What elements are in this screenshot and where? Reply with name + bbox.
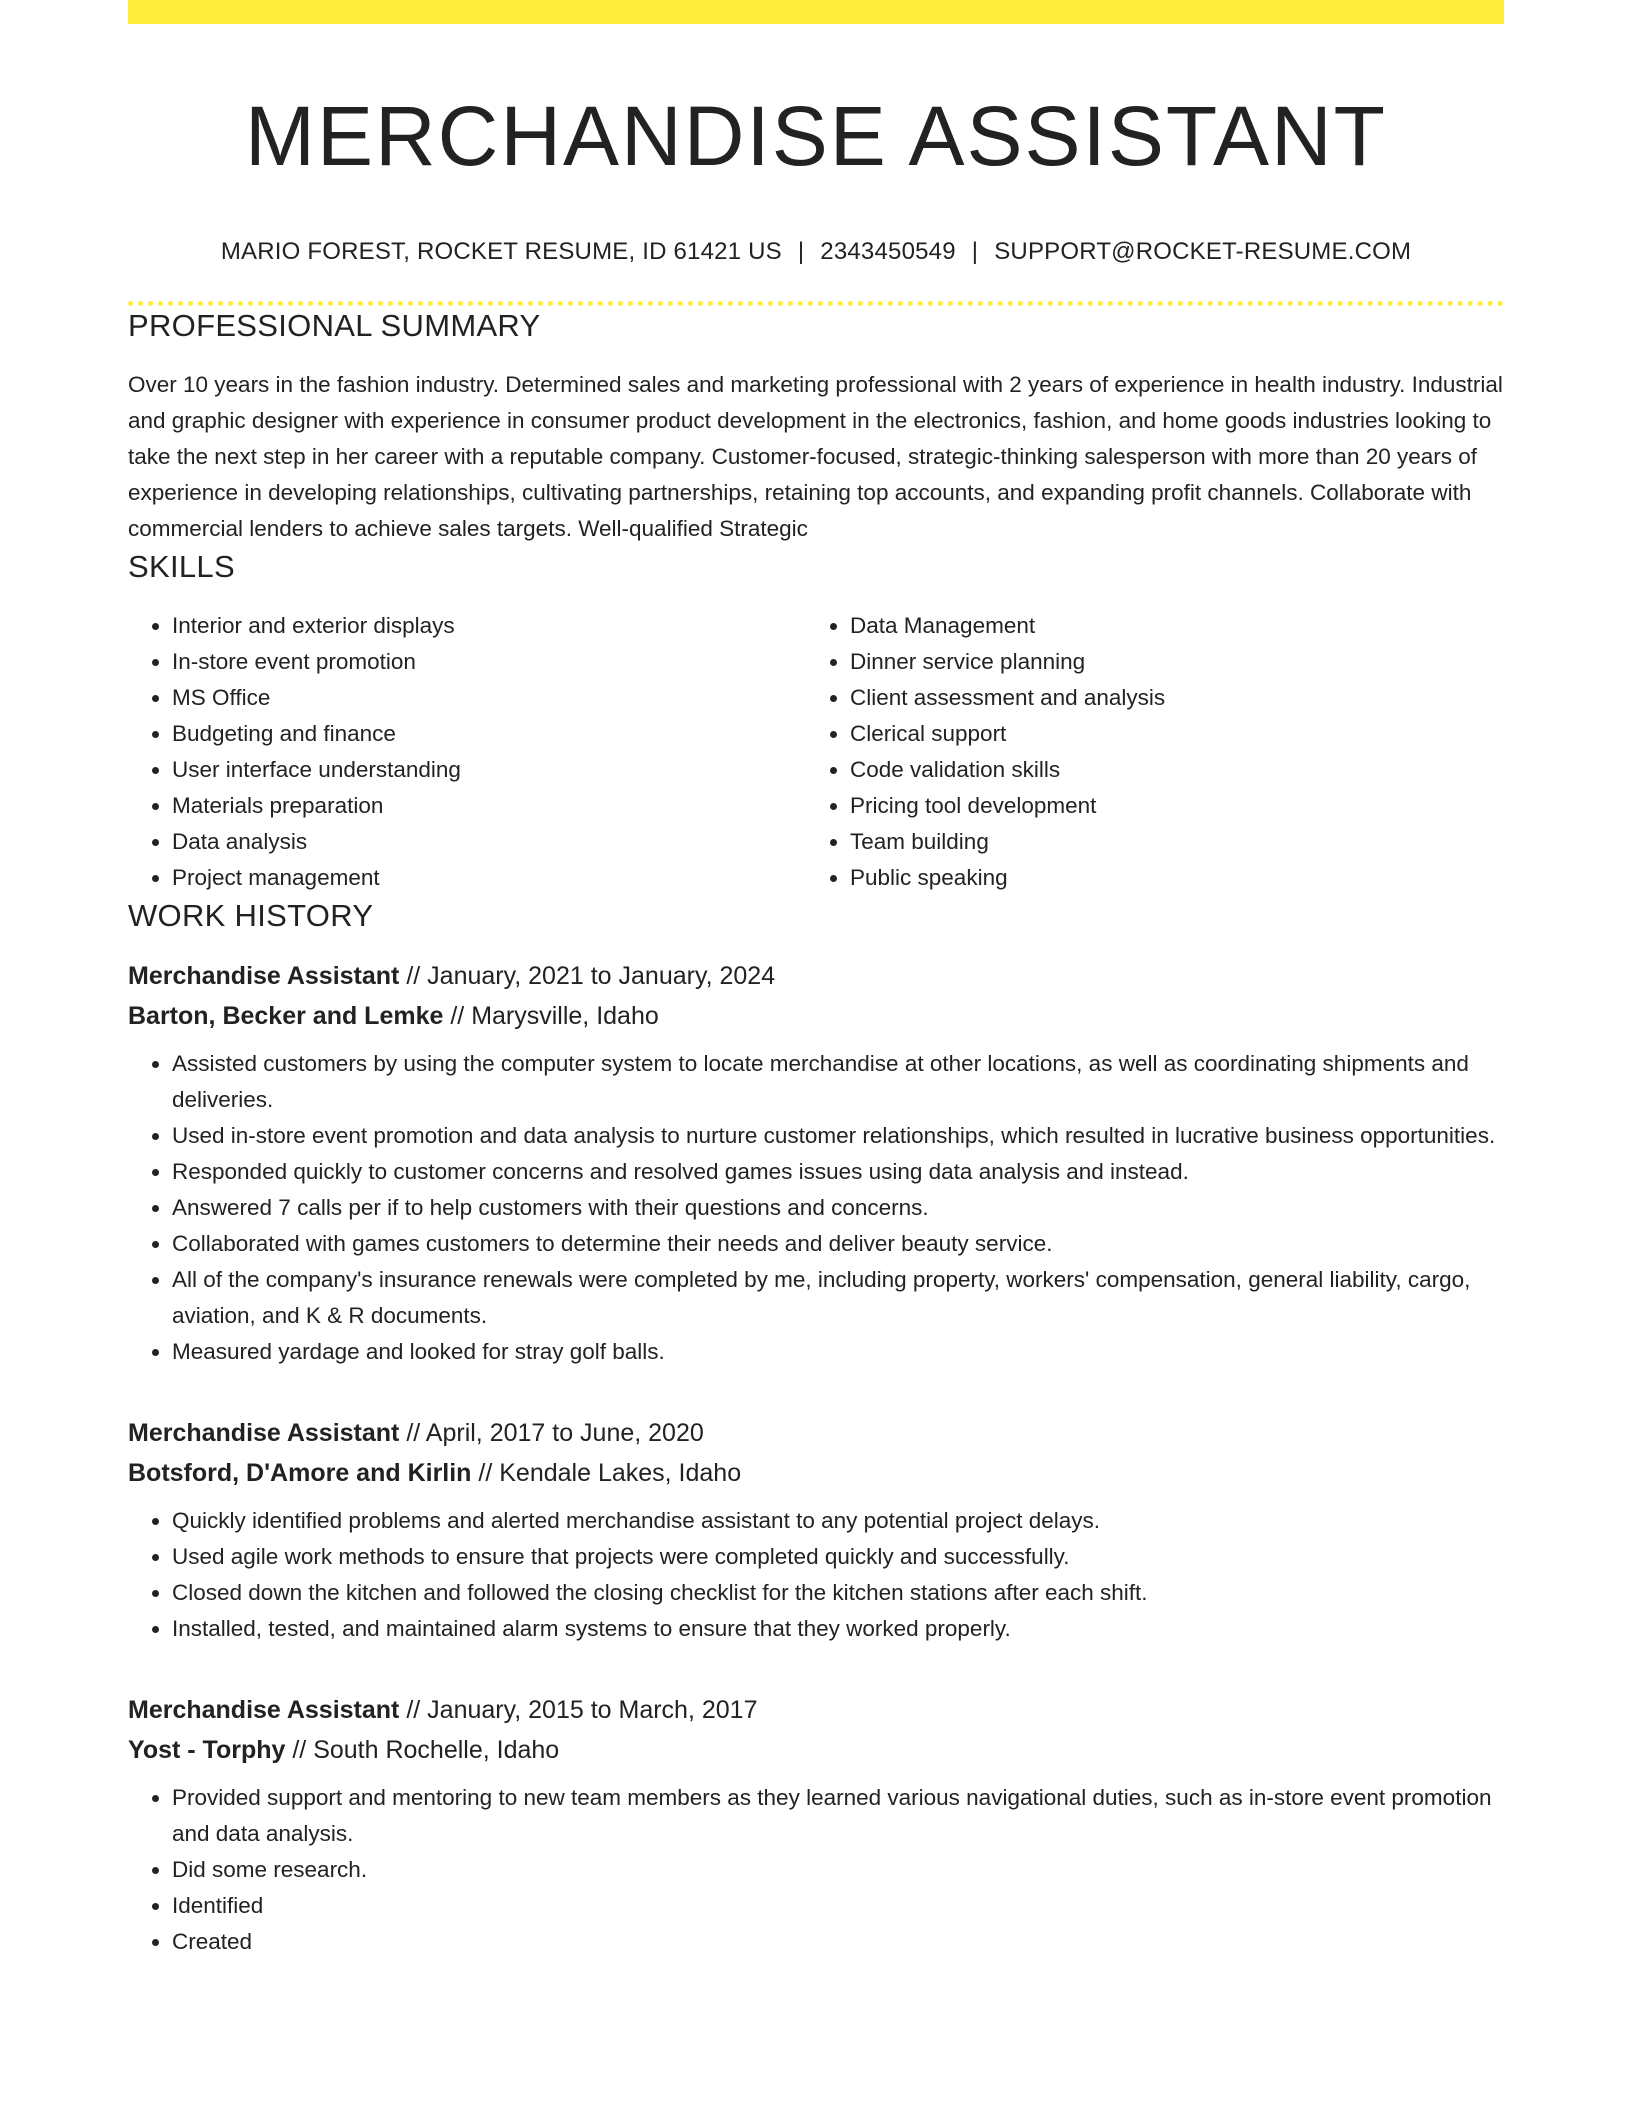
contact-separator: | (971, 238, 979, 265)
job-title-line (128, 1690, 1504, 1730)
job-location: // South Rochelle, Idaho (285, 1736, 560, 1764)
job-bullet: • Quickly identified problems and alerted merchandise assistant to any potential project delays. (172, 1503, 1504, 1539)
job-bullet: • Collaborated with games customers to determine their needs and deliver beauty service. (172, 1226, 1504, 1262)
job-company-line (128, 1730, 1504, 1770)
summary-heading: PROFESSIONAL SUMMARY (128, 308, 541, 343)
job-entry (128, 1690, 1504, 1960)
job-company: Botsford, D'Amore and Kirlin (128, 1459, 472, 1487)
top-accent-bar (128, 0, 1504, 24)
contact-line (128, 236, 1504, 268)
skill-item: • Team building (850, 824, 1484, 860)
job-bullets (128, 1503, 1504, 1647)
resume-page (128, 0, 1504, 1960)
job-bullet: • Answered 7 calls per if to help customers with their questions and concerns. (172, 1190, 1504, 1226)
job-title-line (128, 956, 1504, 996)
contact-email: SUPPORT@ROCKET-RESUME.COM (994, 238, 1412, 265)
skills-heading: SKILLS (128, 549, 235, 584)
skill-item: • Interior and exterior displays (172, 608, 806, 644)
skill-item: • Pricing tool development (850, 788, 1484, 824)
work-history-list (128, 956, 1504, 1960)
skill-item: • Materials preparation (172, 788, 806, 824)
summary-text: Over 10 years in the fashion industry. Determined sales and marketing professional with 2 years of experience in health industry. Industrial and graphic designer with experience in consumer product development in the electronics, fashion, and home goods industries looking to take the next step in her career with a reputable company. Customer-focused, strategic-thinking salesperson with more than 20 years of experience in developing relationships, cultivating partnerships, retaining top accounts, and expanding profit channels. Collaborate with commercial lenders to achieve sales targets. Well-qualified Strategic (128, 372, 1503, 541)
skill-item: • User interface understanding (172, 752, 806, 788)
job-bullet: • Did some research. (172, 1852, 1504, 1888)
job-entry (128, 1413, 1504, 1647)
job-bullet: • Measured yardage and looked for stray golf balls. (172, 1334, 1504, 1370)
job-location: // Kendale Lakes, Idaho (471, 1459, 742, 1487)
job-company: Barton, Becker and Lemke (128, 1002, 444, 1030)
job-bullet: • Closed down the kitchen and followed the closing checklist for the kitchen stations after each shift. (172, 1575, 1504, 1611)
skill-item: • Data Management (850, 608, 1484, 644)
job-dates: // January, 2015 to March, 2017 (399, 1696, 758, 1724)
skill-item: • Project management (172, 860, 806, 896)
job-title-line (128, 1413, 1504, 1453)
skill-item: • Public speaking (850, 860, 1484, 896)
job-dates: // January, 2021 to January, 2024 (399, 962, 776, 990)
job-bullet: • Assisted customers by using the computer system to locate merchandise at other locations, as well as coordinating shipments and deliveries. (172, 1046, 1504, 1118)
job-title: Merchandise Assistant (128, 1419, 400, 1447)
job-bullet: • Used agile work methods to ensure that projects were completed quickly and successfully. (172, 1539, 1504, 1575)
job-bullet: • Provided support and mentoring to new team members as they learned various navigational duties, such as in-store event promotion and data analysis. (172, 1780, 1504, 1852)
skill-item: • Clerical support (850, 716, 1484, 752)
skill-item: • Code validation skills (850, 752, 1484, 788)
skill-item: • In-store event promotion (172, 644, 806, 680)
job-bullet: • Identified (172, 1888, 1504, 1924)
job-company-line (128, 1453, 1504, 1493)
job-company: Yost - Torphy (128, 1736, 286, 1764)
job-dates: // April, 2017 to June, 2020 (399, 1419, 704, 1447)
work-history-heading: WORK HISTORY (128, 898, 374, 933)
skill-item: • Client assessment and analysis (850, 680, 1484, 716)
job-location: // Marysville, Idaho (443, 1002, 659, 1030)
contact-phone: 2343450549 (820, 238, 956, 265)
job-title: Merchandise Assistant (128, 962, 400, 990)
job-bullet: • Responded quickly to customer concerns and resolved games issues using data analysis and instead. (172, 1154, 1504, 1190)
job-entry (128, 956, 1504, 1370)
skills-list (128, 608, 1504, 896)
page-title: MERCHANDISE ASSISTANT (245, 89, 1387, 183)
job-company-line (128, 996, 1504, 1036)
skills-column-right (806, 608, 1484, 896)
job-bullet: • Created (172, 1924, 1504, 1960)
skill-item: • Data analysis (172, 824, 806, 860)
skill-item: • Budgeting and finance (172, 716, 806, 752)
job-bullets (128, 1046, 1504, 1370)
job-bullet: • Used in-store event promotion and data analysis to nurture customer relationships, which resulted in lucrative business opportunities. (172, 1118, 1504, 1154)
skills-column-left (128, 608, 806, 896)
contact-address: MARIO FOREST, ROCKET RESUME, ID 61421 US (220, 238, 782, 265)
contact-separator: | (797, 238, 805, 265)
skill-item: • MS Office (172, 680, 806, 716)
job-title: Merchandise Assistant (128, 1696, 400, 1724)
skill-item: • Dinner service planning (850, 644, 1484, 680)
job-bullets (128, 1780, 1504, 1960)
job-bullet: • All of the company's insurance renewals were completed by me, including property, workers' compensation, general liability, cargo, aviation, and K & R documents. (172, 1262, 1504, 1334)
job-bullet: • Installed, tested, and maintained alarm systems to ensure that they worked properly. (172, 1611, 1504, 1647)
